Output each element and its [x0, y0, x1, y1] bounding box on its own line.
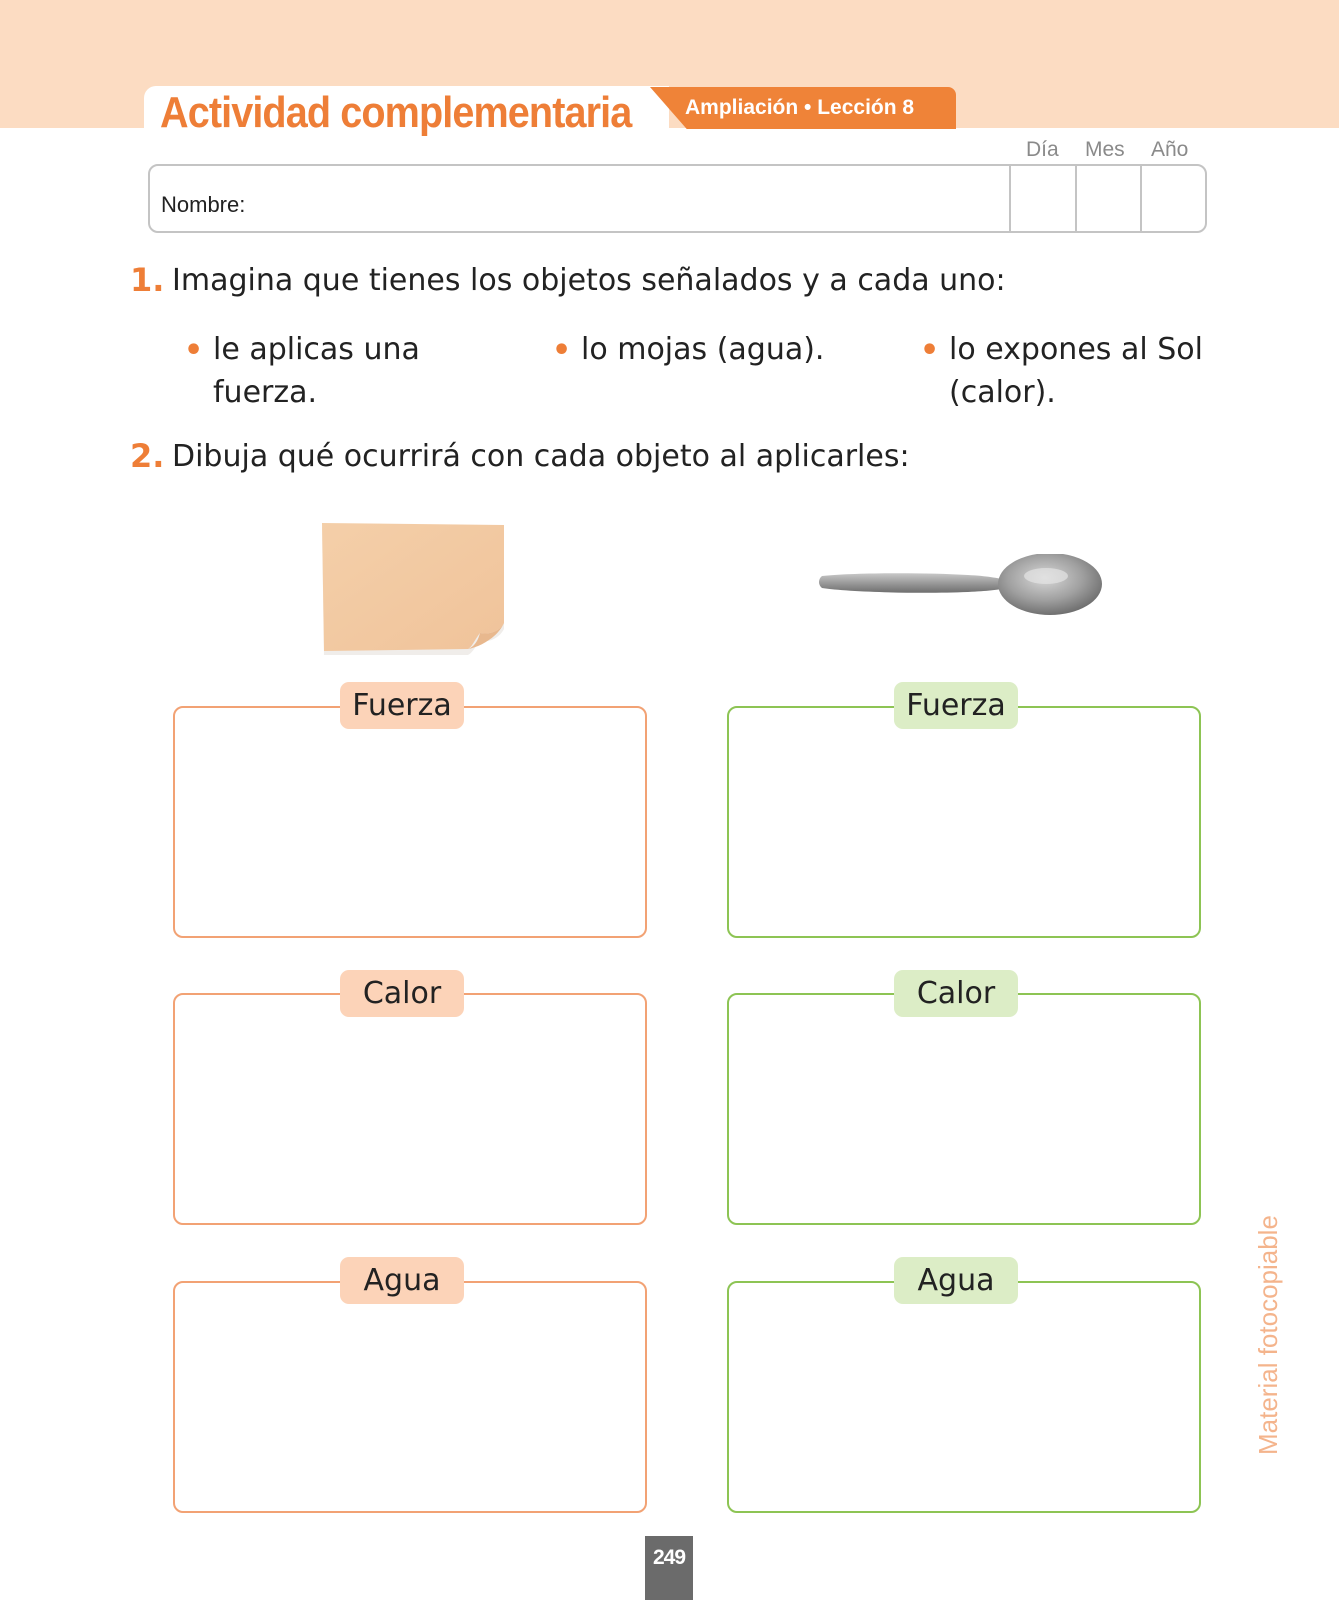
bullet-item-heat [949, 328, 1203, 414]
question-1-text: Imagina que tienes los objetos señalados y a cada uno: [172, 263, 1006, 298]
bullet-dot: • [552, 333, 572, 368]
label-paper-water: Agua [340, 1257, 464, 1304]
year-field[interactable] [1140, 165, 1142, 232]
question-2-text: Dibuja qué ocurrirá con cada objeto al aplicarles: [172, 439, 910, 474]
label-paper-heat: Calor [340, 970, 464, 1017]
bullet-line: le aplicas una [213, 332, 420, 367]
drawing-area-spoon-heat[interactable] [727, 993, 1201, 1225]
question-2-number: 2. [130, 437, 165, 475]
drawing-area-paper-force[interactable] [173, 706, 647, 938]
label-spoon-force: Fuerza [894, 682, 1018, 729]
day-field[interactable] [1009, 165, 1011, 232]
page-number: 249 [652, 1546, 686, 1569]
lesson-badge-text: Ampliación • Lección 8 [685, 96, 915, 119]
question-1-number: 1. [130, 261, 165, 299]
bullet-dot: • [184, 333, 204, 368]
month-field[interactable] [1075, 165, 1077, 232]
year-label: Año [1151, 138, 1189, 161]
bullet-dot: • [920, 333, 940, 368]
bullet-line: lo expones al Sol [949, 332, 1203, 367]
paper-image [322, 523, 506, 655]
page-title: Actividad complementaria [160, 88, 632, 137]
photocopiable-note: Material fotocopiable [1253, 1215, 1283, 1455]
bullet-item-force [213, 328, 420, 414]
bullet-line: lo mojas (agua). [581, 332, 825, 367]
month-label: Mes [1085, 138, 1125, 161]
bullet-item-water [581, 328, 824, 371]
label-paper-force: Fuerza [340, 682, 464, 729]
name-field[interactable] [148, 164, 1207, 233]
drawing-area-paper-heat[interactable] [173, 993, 647, 1225]
drawing-area-paper-water[interactable] [173, 1281, 647, 1513]
name-label: Nombre: [161, 192, 246, 217]
drawing-area-spoon-force[interactable] [727, 706, 1201, 938]
day-label: Día [1026, 138, 1059, 161]
label-spoon-water: Agua [894, 1257, 1018, 1304]
bullet-line: fuerza. [213, 375, 318, 410]
drawing-area-spoon-water[interactable] [727, 1281, 1201, 1513]
label-spoon-heat: Calor [894, 970, 1018, 1017]
spoon-image [818, 554, 1104, 626]
bullet-line: (calor). [949, 375, 1056, 410]
